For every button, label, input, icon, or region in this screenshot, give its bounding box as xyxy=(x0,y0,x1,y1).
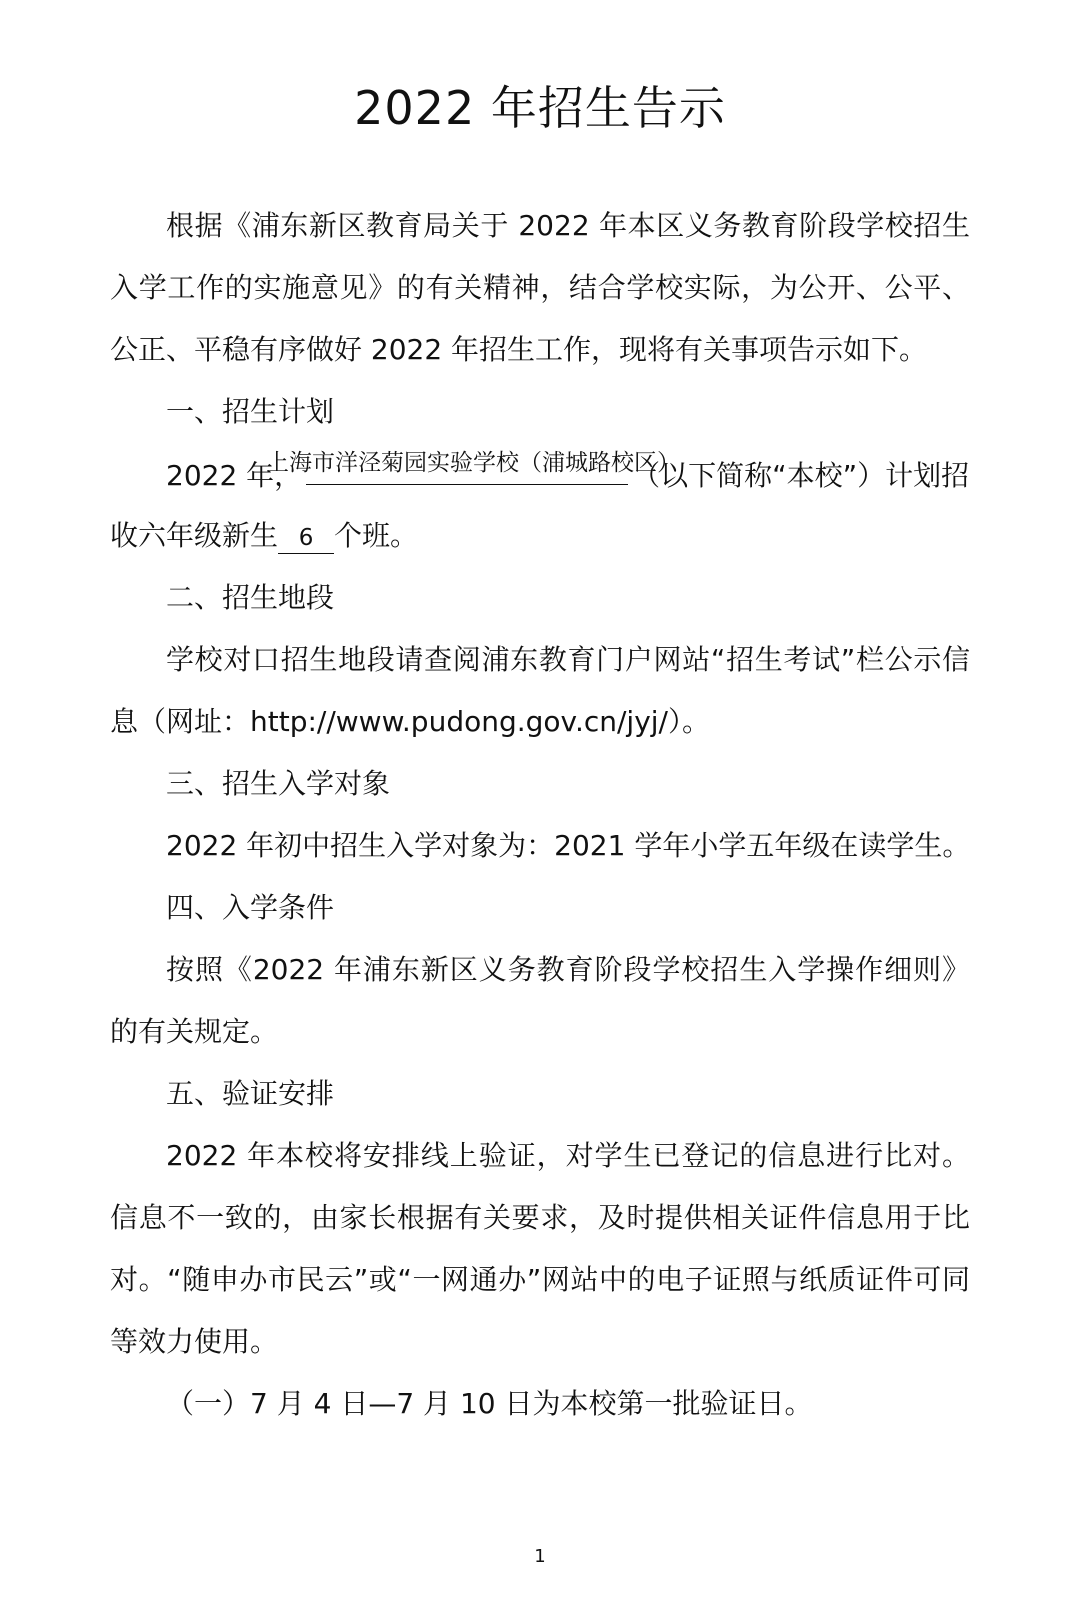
section-3-line-1: 2022 年初中招生入学对象为：2021 学年小学五年级在读学生。 xyxy=(166,829,971,862)
section-1-heading: 一、招生计划 xyxy=(166,395,335,428)
intro-line-2: 入学工作的实施意见》的有关精神，结合学校实际，为公开、公平、 xyxy=(110,271,970,304)
section-1-line-1-suffix: （以下简称“本校”）计划招 xyxy=(632,459,970,492)
section-5-line-3: 对。“随申办市民云”或“一网通办”网站中的电子证照与纸质证件可同 xyxy=(110,1263,970,1296)
section-5-item-1: （一）7 月 4 日—7 月 10 日为本校第一批验证日。 xyxy=(166,1387,813,1420)
section-3-heading: 三、招生入学对象 xyxy=(166,767,391,800)
section-5-heading: 五、验证安排 xyxy=(166,1077,335,1110)
school-name-blank xyxy=(306,454,628,485)
section-1-line-1-prefix: 2022 年， xyxy=(166,459,303,492)
page-number: 1 xyxy=(534,1546,546,1567)
intro-line-3: 公正、平稳有序做好 2022 年招生工作，现将有关事项告示如下。 xyxy=(110,333,928,366)
section-5-line-2: 信息不一致的，由家长根据有关要求，及时提供相关证件信息用于比 xyxy=(110,1201,970,1234)
section-4-line-2: 的有关规定。 xyxy=(110,1015,279,1048)
section-2-heading: 二、招生地段 xyxy=(166,581,335,614)
section-1-line-2 xyxy=(110,516,418,556)
section-5-line-4: 等效力使用。 xyxy=(110,1325,279,1358)
section-2-line-1: 学校对口招生地段请查阅浦东教育门户网站“招生考试”栏公示信 xyxy=(166,643,970,676)
intro-line-1: 根据《浦东新区教育局关于 2022 年本区义务教育阶段学校招生 xyxy=(166,209,970,242)
class-count-blank: 6 xyxy=(278,523,334,554)
section-1-line-1 xyxy=(166,454,969,496)
school-name-fill: 上海市洋泾菊园实验学校（浦城路校区） xyxy=(266,450,680,476)
section-4-heading: 四、入学条件 xyxy=(166,891,335,924)
section-2-line-2: 息（网址：http://www.pudong.gov.cn/jyj/）。 xyxy=(110,705,710,738)
section-5-line-1: 2022 年本校将安排线上验证，对学生已登记的信息进行比对。 xyxy=(166,1139,970,1172)
section-1-line-2-prefix: 收六年级新生 xyxy=(110,519,279,552)
section-1-line-2-suffix: 个班。 xyxy=(334,519,419,552)
section-4-line-1: 按照《2022 年浦东新区义务教育阶段学校招生入学操作细则》 xyxy=(166,953,970,986)
page-title: 2022 年招生告示 xyxy=(354,81,726,135)
